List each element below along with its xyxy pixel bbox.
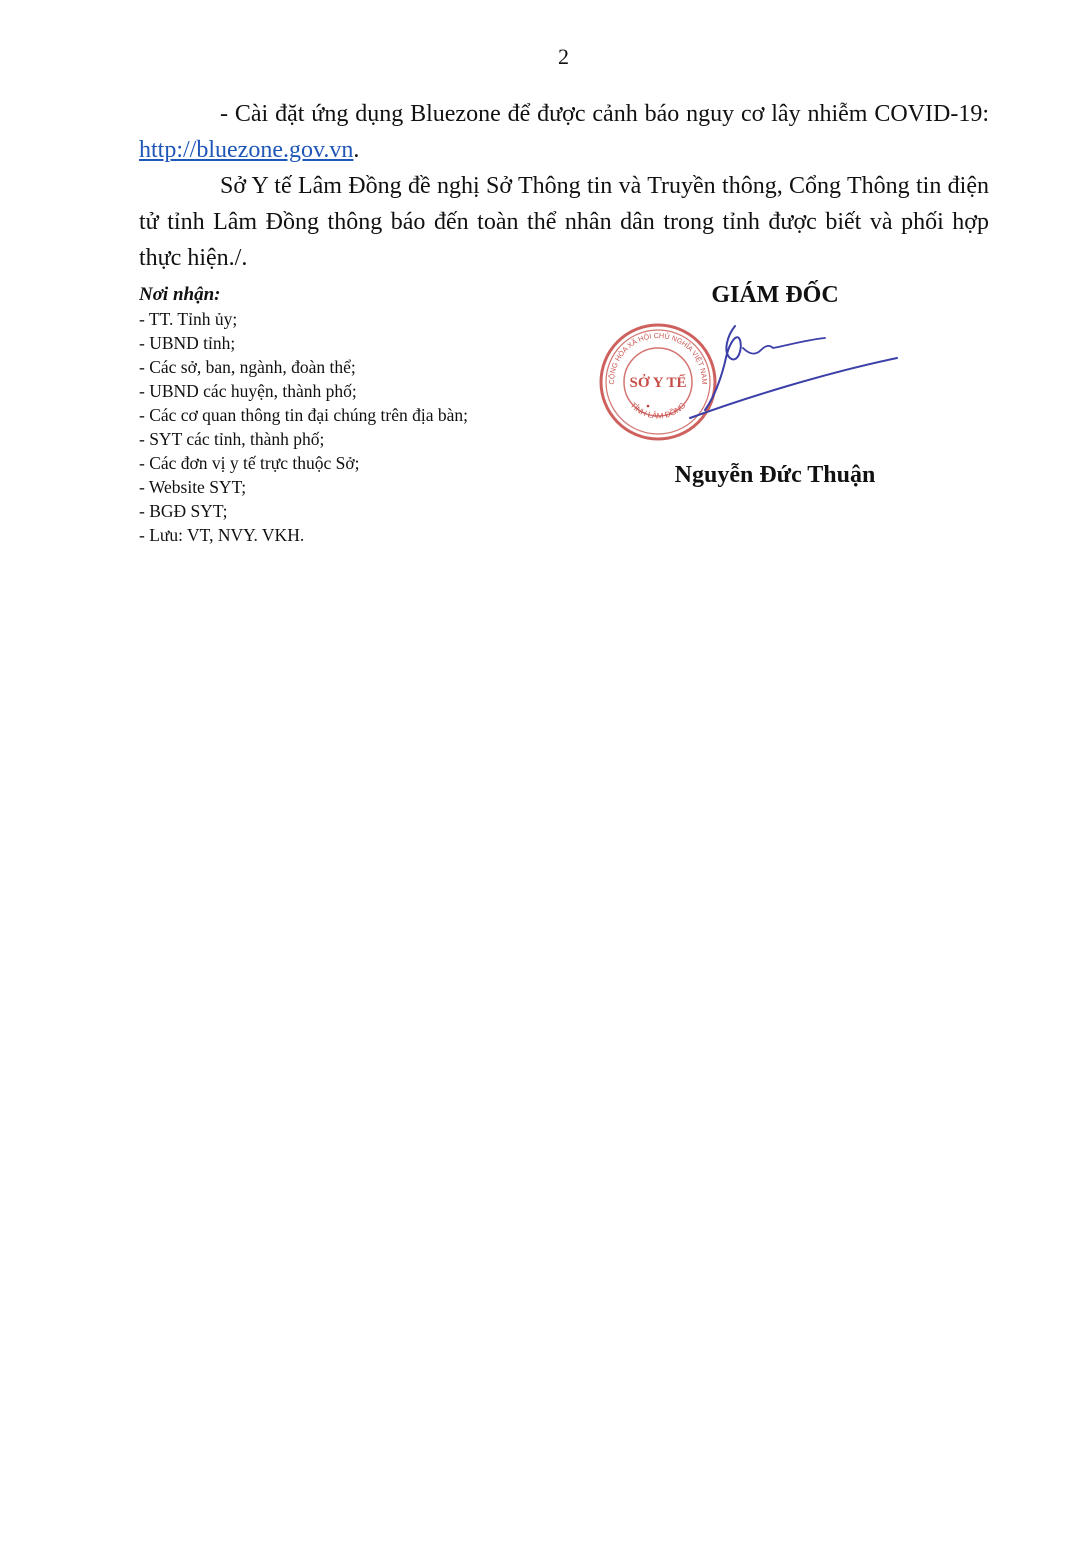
paragraph-bluezone-text: - Cài đặt ứng dụng Bluezone để được cảnh báo nguy cơ lây nhiễm COVID-19:	[220, 101, 989, 127]
recipients-title: Nơi nhận:	[139, 284, 221, 305]
recipients-list	[139, 307, 468, 547]
signer-name: Nguyễn Đức Thuận	[674, 462, 876, 488]
recipient-item: - Website SYT;	[139, 477, 247, 497]
signature-block	[590, 280, 960, 500]
recipient-item: - BGĐ SYT;	[139, 501, 228, 521]
page-number: 2	[558, 44, 569, 69]
svg-text:SỞ Y TẾ: SỞ Y TẾ	[629, 375, 687, 391]
recipient-item: - TT. Tỉnh ủy;	[139, 309, 238, 329]
bluezone-link[interactable]: http://bluezone.gov.vn	[139, 137, 354, 163]
letter-body	[139, 96, 989, 276]
handwritten-signature-icon	[685, 318, 900, 428]
recipients-block	[139, 283, 468, 547]
recipient-item: - SYT các tỉnh, thành phố;	[139, 429, 325, 449]
paragraph-bluezone-end: .	[353, 137, 360, 163]
signer-title: GIÁM ĐỐC	[711, 282, 839, 308]
recipient-item: - Các đơn vị y tế trực thuộc Sở;	[139, 453, 360, 473]
recipient-item: - Các sở, ban, ngành, đoàn thể;	[139, 357, 356, 377]
recipient-item: - UBND các huyện, thành phố;	[139, 381, 357, 401]
recipient-item: - Lưu: VT, NVY. VKH.	[139, 525, 305, 545]
recipient-item: - Các cơ quan thông tin đại chúng trên địa bàn;	[139, 405, 469, 425]
paragraph-request: Sở Y tế Lâm Đồng đề nghị Sở Thông tin và Truyền thông, Cổng Thông tin điện tử tỉnh Lâm Đồng thông báo đến toàn thể nhân dân trong tỉnh được biết và phối hợp thực hiện./.	[139, 173, 989, 271]
recipient-item: - UBND tỉnh;	[139, 333, 236, 353]
svg-text:TỈNH LÂM ĐỒNG: TỈNH LÂM ĐỒNG	[628, 400, 688, 421]
paragraph-bluezone	[139, 96, 989, 168]
svg-text:CỘNG HÒA XÃ HỘI CHỦ NGHĨA VIỆT: CỘNG HÒA XÃ HỘI CHỦ NGHĨA VIỆT NAM	[606, 330, 710, 385]
